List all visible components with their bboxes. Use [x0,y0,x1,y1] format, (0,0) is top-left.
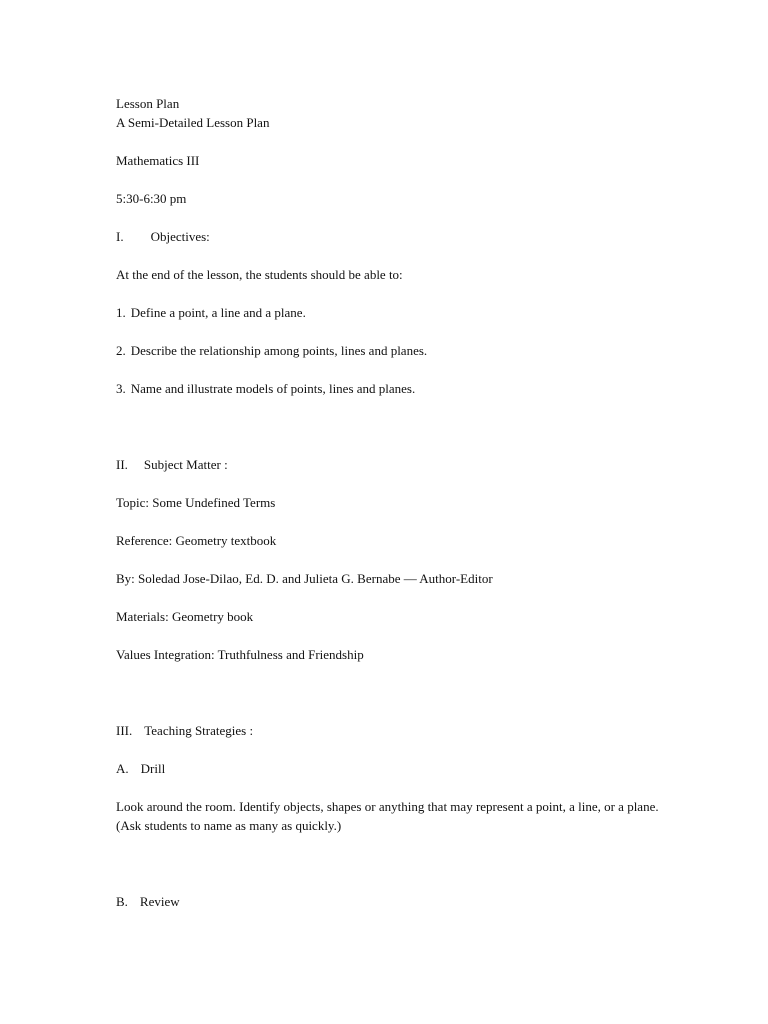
drill-paragraph: Look around the room. Identify objects, shapes or anything that may represent a point, a line, or a plane. (Ask students to name as many as quickly.) [116,799,659,833]
section-heading-text: Teaching Strategies : [144,723,254,738]
subsection-letter: B. [116,894,128,909]
objective-text: Define a point, a line and a plane. [130,305,306,320]
authors-line: By: Soledad Jose-Dilao, Ed. D. and Julieta G. Bernabe — Author-Editor [116,571,493,586]
document-subtitle: A Semi-Detailed Lesson Plan [116,115,270,130]
objective-number: 1. [116,305,126,320]
section-teaching-strategies-heading [116,723,253,739]
section-numeral: I. [116,229,124,244]
class-time: 5:30-6:30 pm [116,191,187,206]
values-integration-line: Values Integration: Truthfulness and Friendship [116,647,364,662]
objective-item [116,305,306,321]
section-objectives-heading [116,229,210,245]
subsection-title: Drill [140,761,166,776]
subsection-drill-heading [116,761,165,777]
section-heading-text: Objectives: [150,229,210,244]
section-numeral: III. [116,723,133,738]
objective-text: Describe the relationship among points, lines and planes. [130,343,428,358]
objective-text: Name and illustrate models of points, lines and planes. [130,381,416,396]
objective-number: 2. [116,343,126,358]
section-subject-matter-heading [116,457,228,473]
reference-line: Reference: Geometry textbook [116,533,277,548]
section-heading-text: Subject Matter : [143,457,228,472]
objectives-intro: At the end of the lesson, the students should be able to: [116,267,403,282]
document-title: Lesson Plan [116,96,180,111]
subject-name: Mathematics III [116,153,200,168]
subsection-letter: A. [116,761,129,776]
section-numeral: II. [116,457,128,472]
objective-item [116,343,427,359]
subsection-title: Review [139,894,180,909]
objective-number: 3. [116,381,126,396]
subsection-review-heading [116,894,180,910]
objective-item [116,381,415,397]
materials-line: Materials: Geometry book [116,609,254,624]
topic-line: Topic: Some Undefined Terms [116,495,276,510]
